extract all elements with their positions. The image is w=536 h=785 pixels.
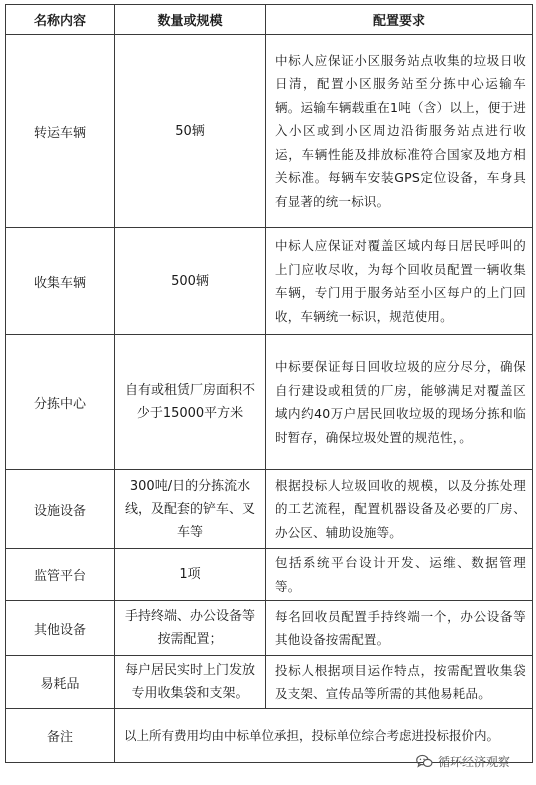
row-req: 包括系统平台设计开发、运维、数据管理等。 (266, 549, 533, 601)
table-row (6, 601, 533, 656)
row-qty: 300吨/日的分拣流水线，及配套的铲车、叉车等 (115, 470, 266, 549)
watermark (416, 753, 510, 770)
table-row (6, 335, 533, 470)
table-row (6, 470, 533, 549)
row-req: 中标要保证每日回收垃圾的应分尽分，确保自行建设或租赁的厂房，能够满足对覆盖区域内约40万户居民回收垃圾的现场分拣和临时暂存，确保垃圾处置的规范性，。 (266, 335, 533, 470)
row-req: 投标人根据项目运作特点，按需配置收集袋及支架、宣传品等所需的其他易耗品。 (266, 656, 533, 709)
procurement-table (5, 4, 533, 763)
row-req: 每名回收员配置手持终端一个，办公设备等其他设备按需配置。 (266, 601, 533, 656)
header-qty: 数量或规模 (115, 5, 266, 35)
row-req: 中标人应保证对覆盖区域内每日居民呼叫的上门应收尽收，为每个回收员配置一辆收集车辆，专门用于服务站至小区每户的上门回收，车辆统一标识，规范使用。 (266, 228, 533, 335)
row-qty: 每户居民实时上门发放专用收集袋和支架。 (115, 656, 266, 709)
row-qty: 1项 (115, 549, 266, 601)
row-qty: 50辆 (115, 35, 266, 228)
row-name: 收集车辆 (6, 228, 115, 335)
row-qty: 自有或租赁厂房面积不少于15000平方米 (115, 335, 266, 470)
row-name: 设施设备 (6, 470, 115, 549)
wechat-icon (416, 754, 433, 769)
row-qty: 手持终端、办公设备等按需配置； (115, 601, 266, 656)
watermark-text: 循环经济观察 (437, 755, 510, 769)
table-row (6, 35, 533, 228)
header-name: 名称内容 (6, 5, 115, 35)
row-qty: 500辆 (115, 228, 266, 335)
row-req: 根据投标人垃圾回收的规模，以及分拣处理的工艺流程，配置机器设备及必要的厂房、办公区、辅助设施等。 (266, 470, 533, 549)
row-name: 分拣中心 (6, 335, 115, 470)
header-req: 配置要求 (266, 5, 533, 35)
row-name: 监管平台 (6, 549, 115, 601)
row-name: 其他设备 (6, 601, 115, 656)
header-row (6, 5, 533, 35)
table-row (6, 228, 533, 335)
table-row (6, 549, 533, 601)
note-label: 备注 (6, 709, 115, 763)
row-name: 易耗品 (6, 656, 115, 709)
table-row (6, 656, 533, 709)
row-req: 中标人应保证小区服务站点收集的垃圾日收日清，配置小区服务站至分拣中心运输车辆。运输车辆载重在1吨（含）以上，便于进入小区或到小区周边沿街服务站点进行收运，车辆性能及排放标准符合国家及地方相关标准。每辆车安装GPS定位设备，车身具有显著的统一标识。 (266, 35, 533, 228)
note-text: 以上所有费用均由中标单位承担，投标单位综合考虑进投标报价内。 (115, 709, 533, 763)
row-name: 转运车辆 (6, 35, 115, 228)
